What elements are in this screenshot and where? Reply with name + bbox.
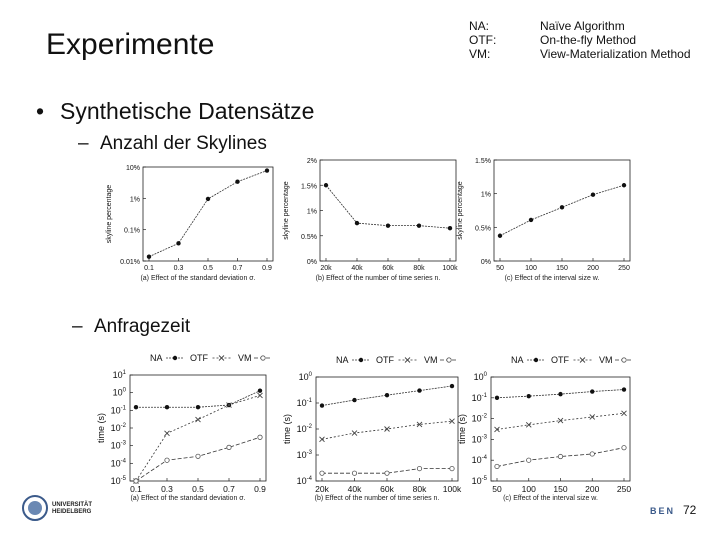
y-tick-label <box>111 423 127 433</box>
tick-exponent: 0 <box>122 387 126 394</box>
abbr-vm: VM: <box>469 47 491 61</box>
x-tick-label: 0.3 <box>161 484 173 494</box>
y-tick-label <box>297 476 313 486</box>
data-point <box>558 392 562 396</box>
data-point <box>417 388 421 392</box>
y-axis-label: skyline percentage <box>106 184 113 244</box>
y-tick-label <box>113 370 127 380</box>
tick-base: 10 <box>110 476 121 486</box>
data-point <box>450 384 454 388</box>
y-tick-label: 0% <box>306 259 317 266</box>
data-point <box>622 183 626 187</box>
series-line <box>326 185 450 228</box>
tick-base: 10 <box>296 424 307 434</box>
data-point <box>235 180 239 184</box>
y-tick-label: 1.5% <box>301 183 317 191</box>
data-point <box>417 223 421 227</box>
tick-base: 10 <box>471 413 482 424</box>
tick-exponent: -5 <box>120 476 126 482</box>
y-tick-label <box>474 372 488 382</box>
legend-label: NA <box>511 355 524 365</box>
data-point <box>352 398 356 402</box>
logo-line-1: UNIVERSITÄT <box>52 502 93 508</box>
data-point <box>196 405 200 409</box>
data-point <box>558 454 562 458</box>
data-point <box>622 445 626 449</box>
x-tick-label: 50 <box>496 265 504 272</box>
y-tick-label <box>472 434 488 444</box>
y-tick-label: 1% <box>480 191 491 199</box>
chart-caption: (b) Effect of the number of time series n. <box>315 275 441 282</box>
x-tick-label: 0.9 <box>254 484 266 494</box>
subbullet-query-time-text: Anfragezeit <box>94 316 191 337</box>
x-tick-label: 100 <box>525 265 537 272</box>
x-tick-label: 250 <box>616 484 632 494</box>
chart-time-vs-n <box>280 350 465 515</box>
y-tick-label: 1% <box>129 196 140 204</box>
plot-frame <box>320 160 456 261</box>
x-tick-label: 20k <box>315 484 329 494</box>
data-point <box>258 388 262 392</box>
data-point <box>165 431 170 436</box>
tick-base: 10 <box>471 434 482 445</box>
abbreviation-list <box>469 19 496 61</box>
chart-caption: (a) Effect of the standard deviation σ. <box>130 495 246 502</box>
legend-marker <box>580 358 585 363</box>
tick-base: 10 <box>112 387 123 398</box>
legend-label: VM <box>424 355 438 365</box>
tick-base: 10 <box>473 372 484 382</box>
abbr-na: NA: <box>469 19 490 33</box>
abbreviation-meanings <box>540 19 691 61</box>
x-tick-label: 80k <box>412 484 427 494</box>
university-logo-text <box>52 502 92 516</box>
x-tick-label: 60k <box>380 484 394 494</box>
data-point <box>529 218 533 222</box>
data-point <box>265 168 269 172</box>
legend-label: VM <box>599 355 613 365</box>
y-axis-label: time (s) <box>96 413 106 443</box>
series-line <box>497 413 624 429</box>
x-tick-label: 80k <box>413 265 425 272</box>
tick-exponent: -5 <box>481 476 487 482</box>
tick-exponent: -4 <box>481 455 487 462</box>
y-tick-label: 0.5% <box>475 225 491 233</box>
x-tick-label: 0.7 <box>223 484 235 494</box>
tick-base: 10 <box>471 476 482 486</box>
tick-base: 10 <box>296 398 307 408</box>
chart-skyline-vs-sigma <box>95 155 280 295</box>
data-point <box>320 403 324 407</box>
y-tick-label: 1.5% <box>475 158 491 165</box>
legend-label: NA <box>150 353 163 363</box>
tick-base: 10 <box>471 392 482 403</box>
y-tick-label <box>111 441 127 451</box>
subbullet-skylines <box>78 133 267 155</box>
data-point <box>324 183 328 187</box>
x-tick-label: 200 <box>585 484 600 494</box>
x-tick-label: 0.1 <box>144 265 154 272</box>
tick-exponent: 0 <box>308 372 312 378</box>
y-axis-label: skyline percentage <box>283 181 290 240</box>
y-tick-label <box>111 458 127 468</box>
data-point <box>165 405 169 409</box>
data-point <box>320 471 324 475</box>
university-seal-icon <box>22 492 48 524</box>
legend-marker <box>219 356 224 361</box>
tick-exponent: -3 <box>120 440 126 447</box>
x-tick-label: 0.5 <box>192 484 204 494</box>
x-tick-label: 40k <box>347 484 362 494</box>
data-point <box>417 466 421 470</box>
data-point <box>352 471 356 475</box>
y-tick-label <box>297 450 313 460</box>
chart-caption: (b) Effect of the number of time series n. <box>314 495 440 502</box>
data-point <box>352 431 357 436</box>
x-tick-label: 200 <box>587 265 599 272</box>
data-point <box>591 193 595 197</box>
series-line <box>136 391 260 408</box>
y-tick-label: 2% <box>306 158 317 165</box>
y-tick-label <box>297 424 313 434</box>
bullet-synthetic-datasets <box>36 98 314 125</box>
y-tick-label: 0.1% <box>124 227 140 235</box>
x-tick-label: 150 <box>553 484 568 494</box>
plot-frame <box>143 167 273 261</box>
legend-marker <box>261 356 265 360</box>
x-tick-label: 150 <box>556 265 568 272</box>
x-tick-label: 40k <box>351 265 363 272</box>
data-point <box>385 471 389 475</box>
meaning-vm: View-Materialization Method <box>540 47 691 61</box>
dash: – <box>72 316 83 337</box>
legend-marker <box>534 358 538 362</box>
tick-base: 10 <box>296 450 307 460</box>
y-tick-label <box>113 388 127 398</box>
data-point <box>622 387 626 391</box>
data-point <box>134 479 138 483</box>
legend-marker <box>359 358 363 362</box>
chart-skyline-vs-w <box>452 155 637 295</box>
legend-label: NA <box>336 355 349 365</box>
data-point <box>355 221 359 225</box>
chart-caption: (c) Effect of the interval size w. <box>504 275 600 282</box>
x-tick-label: 60k <box>382 265 394 272</box>
data-point <box>258 435 262 439</box>
data-point <box>495 396 499 400</box>
tick-base: 10 <box>112 370 123 380</box>
chart-time-vs-sigma <box>88 350 278 515</box>
y-axis-label: time (s) <box>457 414 467 444</box>
tick-exponent: -1 <box>120 405 126 412</box>
tick-base: 10 <box>298 372 309 382</box>
data-point <box>590 389 594 393</box>
tick-exponent: -4 <box>306 476 312 482</box>
meaning-na: Naïve Algorithm <box>540 19 625 33</box>
x-tick-label: 20k <box>320 265 332 272</box>
series-line <box>136 437 260 481</box>
y-tick-label: 0.5% <box>301 233 317 241</box>
subbullet-query-time <box>72 316 190 338</box>
data-point <box>385 393 389 397</box>
data-point <box>450 466 454 470</box>
tick-base: 10 <box>110 440 121 451</box>
plot-frame <box>130 375 266 481</box>
data-point <box>176 241 180 245</box>
y-tick-label <box>111 476 127 486</box>
data-point <box>165 458 169 462</box>
y-axis-label: skyline percentage <box>457 181 464 240</box>
data-point <box>134 405 138 409</box>
tick-exponent: 0 <box>483 372 487 378</box>
x-tick-label: 100 <box>521 484 536 494</box>
y-tick-label <box>111 405 127 415</box>
x-tick-label: 50 <box>492 484 502 494</box>
chart-caption: (c) Effect of the interval size w. <box>503 495 598 502</box>
x-tick-label: 100k <box>442 484 462 494</box>
y-tick-label: 0% <box>480 259 491 266</box>
subbullet-skylines-text: Anzahl der Skylines <box>100 133 267 154</box>
y-tick-label <box>472 414 488 424</box>
legend-marker <box>622 358 626 362</box>
tick-exponent: 1 <box>122 370 126 376</box>
y-tick-label: 1% <box>306 208 317 216</box>
tick-base: 10 <box>110 423 121 433</box>
tick-exponent: -4 <box>120 458 126 465</box>
y-tick-label <box>297 398 313 408</box>
chart-caption: (a) Effect of the standard deviation σ. <box>140 275 256 282</box>
data-point <box>386 223 390 227</box>
legend-label: VM <box>238 353 252 363</box>
tick-exponent: -1 <box>306 398 312 404</box>
y-tick-label: 10% <box>125 165 140 172</box>
chart-time-vs-w <box>455 350 640 515</box>
y-tick-label <box>472 393 488 403</box>
y-tick-label <box>472 455 488 465</box>
bullet-text: Synthetische Datensätze <box>60 98 315 124</box>
footer-brand: BEN <box>650 506 676 516</box>
chart-skyline-vs-n <box>278 155 463 295</box>
data-point <box>258 393 263 398</box>
tick-base: 10 <box>110 405 121 416</box>
data-point <box>527 458 531 462</box>
bullet-dot: • <box>36 98 45 124</box>
legend-label: OTF <box>376 355 394 365</box>
tick-base: 10 <box>471 455 482 466</box>
legend-marker <box>173 356 177 360</box>
data-point <box>196 454 200 458</box>
x-tick-label: 0.5 <box>203 265 213 272</box>
slide-title: Experimente <box>46 28 215 61</box>
y-tick-label <box>472 476 488 486</box>
data-point <box>560 205 564 209</box>
tick-exponent: -3 <box>306 450 312 456</box>
data-point <box>196 417 201 422</box>
tick-exponent: -2 <box>120 423 126 429</box>
dash: – <box>78 133 89 154</box>
meaning-otf: On-the-fly Method <box>540 33 637 47</box>
tick-base: 10 <box>296 476 307 486</box>
series-line <box>149 171 267 257</box>
x-tick-label: 0.9 <box>262 265 272 272</box>
y-axis-label: time (s) <box>282 414 292 444</box>
data-point <box>147 255 151 259</box>
data-point <box>206 197 210 201</box>
tick-exponent: -1 <box>481 392 487 399</box>
data-point <box>227 445 231 449</box>
tick-exponent: -2 <box>481 413 487 420</box>
data-point <box>590 452 594 456</box>
x-tick-label: 100k <box>442 265 458 272</box>
legend-marker <box>405 358 410 363</box>
plot-frame <box>494 160 630 261</box>
page-number: 72 <box>683 503 697 517</box>
tick-base: 10 <box>110 458 121 469</box>
x-tick-label: 0.7 <box>232 265 243 272</box>
abbr-otf: OTF: <box>469 33 497 47</box>
x-tick-label: 0.3 <box>173 265 184 272</box>
legend-label: OTF <box>551 355 569 365</box>
series-line <box>322 421 452 439</box>
x-tick-label: 0.1 <box>130 484 142 494</box>
data-point <box>527 394 531 398</box>
tick-exponent: -3 <box>481 434 487 441</box>
data-point <box>498 234 502 238</box>
legend-marker <box>447 358 451 362</box>
y-tick-label <box>299 372 313 382</box>
y-tick-label: 0.01% <box>120 259 140 266</box>
data-point <box>495 464 499 468</box>
legend-label: OTF <box>190 353 208 363</box>
series-line <box>500 185 624 236</box>
tick-exponent: -2 <box>306 424 312 430</box>
logo-line-2: HEIDELBERG <box>52 509 92 515</box>
x-tick-label: 250 <box>618 265 630 272</box>
data-point <box>622 411 627 416</box>
